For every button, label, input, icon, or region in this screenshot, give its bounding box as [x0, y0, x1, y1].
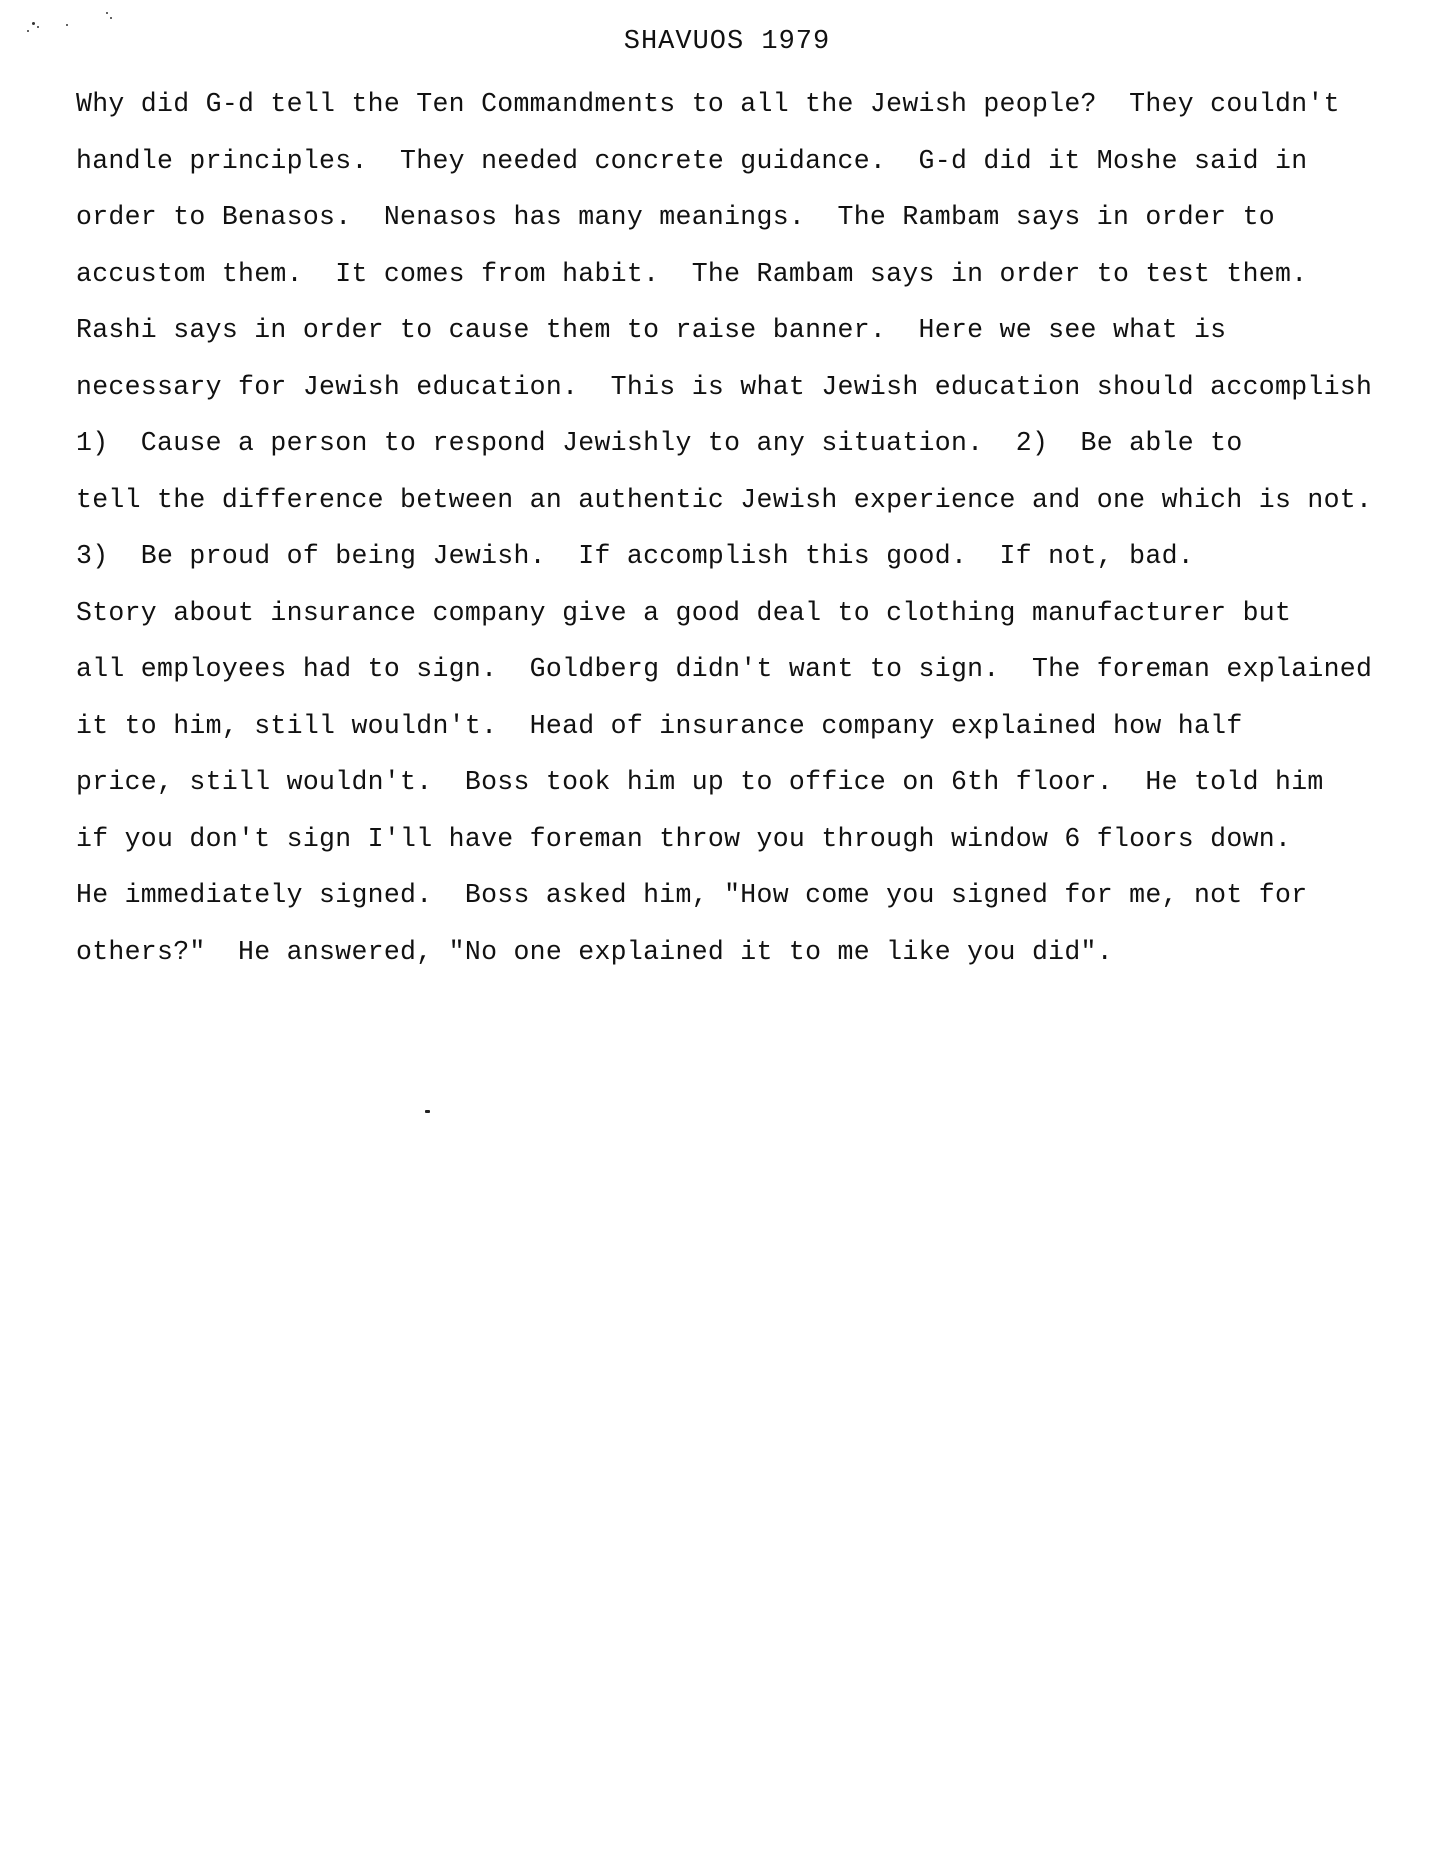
text-line: price, still wouldn't. Boss took him up to office on 6th floor. He told him — [76, 767, 1324, 797]
text-line: accustom them. It comes from habit. The Rambam says in order to test them. — [76, 258, 1308, 289]
text-line: it to him, still wouldn't. Head of insurance company explained how half — [76, 710, 1243, 741]
text-line: necessary for Jewish education. This is what Jewish education should accomplish — [76, 371, 1373, 402]
scan-speck — [106, 12, 108, 14]
document-title: SHAVUOS 1979 — [623, 27, 831, 57]
text-line: Why did G-d tell the Ten Commandments to all the Jewish people? They couldn't — [76, 89, 1340, 119]
text-line: 1) Cause a person to respond Jewishly to any situation. 2) Be able to — [76, 428, 1243, 458]
text-line: He immediately signed. Boss asked him, "How come you signed for me, not for — [76, 880, 1308, 910]
stray-ink-mark — [425, 1110, 430, 1113]
text-line: all employees had to sign. Goldberg didn't want to sign. The foreman explained — [76, 654, 1373, 684]
text-line: others?" He answered, "No one explained it to me like you did". — [76, 936, 1113, 967]
text-line: Rashi says in order to cause them to raise banner. Here we see what is — [76, 315, 1227, 345]
scan-speck — [110, 17, 112, 19]
document-body — [76, 76, 1416, 980]
text-line: tell the difference between an authentic Jewish experience and one which is not. — [76, 484, 1373, 515]
text-line: if you don't sign I'll have foreman throw you through window 6 floors down. — [76, 823, 1292, 854]
text-line: order to Benasos. Nenasos has many meanings. The Rambam says in order to — [76, 202, 1275, 232]
text-line: Story about insurance company give a good deal to clothing manufacturer but — [76, 597, 1292, 628]
text-line: 3) Be proud of being Jewish. If accomplish this good. If not, bad. — [76, 541, 1194, 571]
text-line: handle principles. They needed concrete guidance. G-d did it Moshe said in — [76, 145, 1308, 176]
